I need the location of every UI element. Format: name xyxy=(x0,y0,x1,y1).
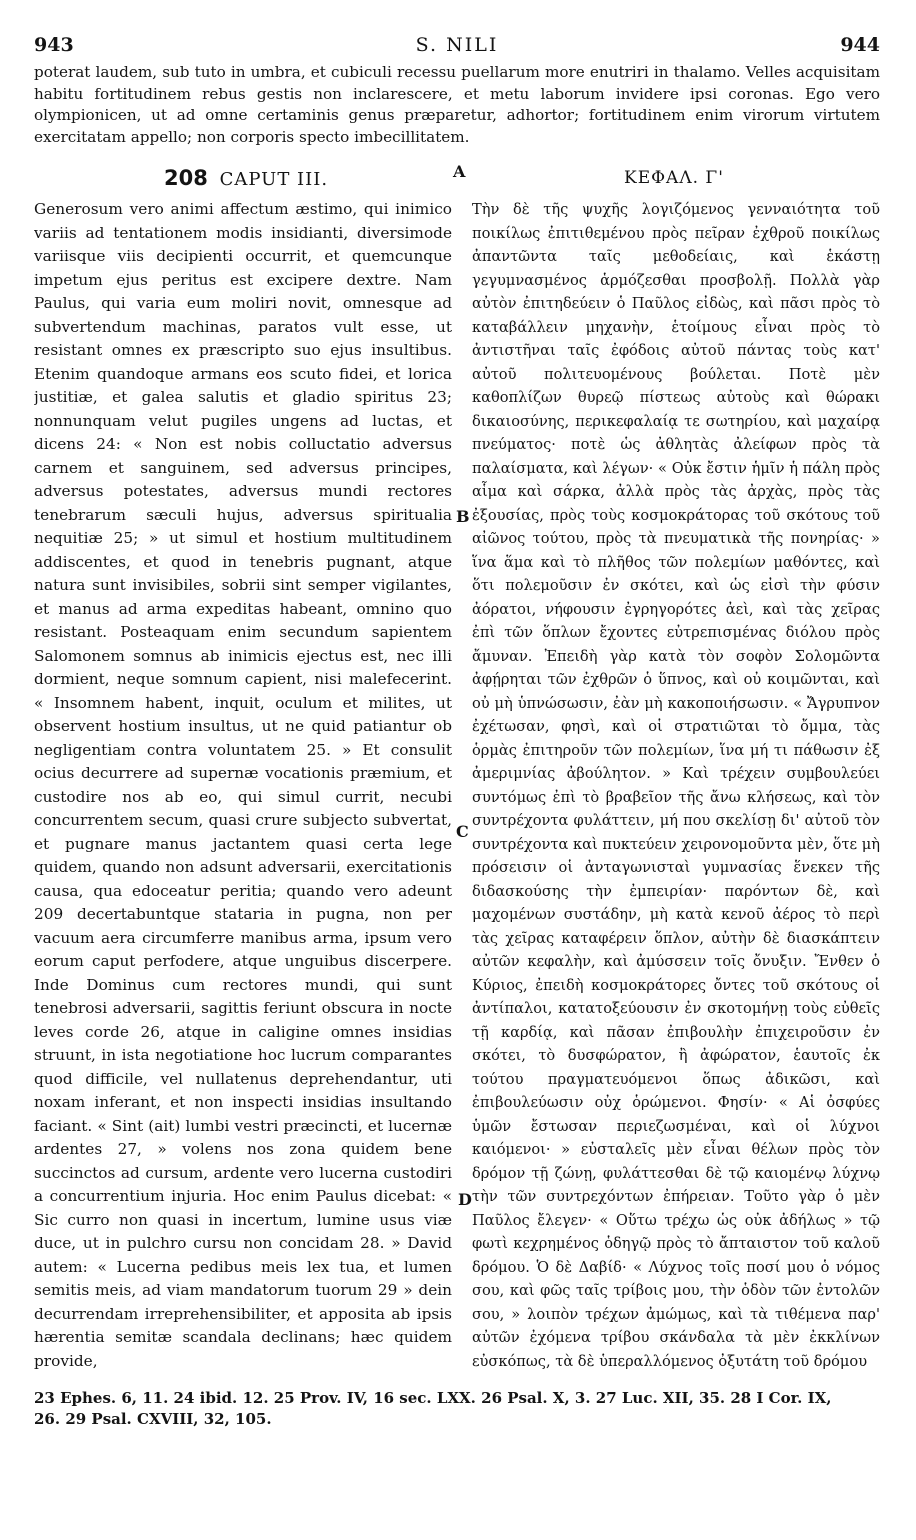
caput-label: CAPUT III. xyxy=(219,169,329,190)
footnote-line-1: 23 Ephes. 6, 11. 24 ibid. 12. 25 Prov. IV, 16 sec. LXX. 26 Psal. X, 3. 27 Luc. XII, 35. 28 I Cor. IX, xyxy=(34,1389,832,1407)
latin-column xyxy=(34,198,452,1373)
intro-text: poterat laudem, sub tuto in umbra, et cubiculi recessu puellarum more enutriri in thalamo. Velles acquisitam habitu fortitudinem rebus gestis non inclarescere, et metu laborum invidere ipsi coronas. Ego vero olympionicen, ut ad omne certaminis genus præparetur, adhortor; fortitudinem enim virorum virtutem exercitatam appello; non corporis specto imbecillitatem. xyxy=(34,63,880,147)
intro-paragraph xyxy=(34,62,880,149)
margin-letter-d: D xyxy=(458,1190,472,1209)
page-number-left: 943 xyxy=(34,34,74,56)
margin-letter-b: B xyxy=(456,507,470,526)
column-number: 208 xyxy=(164,166,208,190)
running-title: S. NILI xyxy=(415,34,499,56)
caput-heading xyxy=(164,166,328,190)
footnote-line-2: 26. 29 Psal. CXVIII, 32, 105. xyxy=(34,1410,272,1428)
page-header xyxy=(34,34,880,58)
latin-text: Generosum vero animi affectum æstimo, qui inimico variis ad tentationem modis insidianti, diversimode variisque viis decipienti occurrit, et quemcunque impetum ejus peritus est excipere dextre. Nam Paulus, qui varia eum moliri novit, omnesque ad subvertendum machinas, paratos vult esse, ut resistant omnes ex præscripto suo ejus insultibus. Etenim quandoque armans eos scuto fidei, et lorica justitiæ, et galea salutis et gladio spiritus 23; nonnunquam velut pugiles ungens ad luctas, et dicens 24: « Non est nobis colluctatio adversus carnem et sanguinem, sed adversus principes, adversus potestates, adversus mundi rectores tenebrarum sæculi hujus, adversus spiritualia nequitiæ 25; » ut simul et hostium multitudinem addiscentes, et quod in tenebris pugnant, atque natura sunt invisibiles, sobrii sint semper vigilantes, et manus ad arma expeditas habeant, omnino quo resistant. Posteaquam enim secundum sapientem Salomonem somnus ab inimicis ejectus est, nec illi dormient, neque somnum capient, nisi malefecerint. « Insomnem habent, inquit, oculum et milites, ut observent hostium insultus, ut ne quid patiantur ob negligentiam contra voluntatem 25. » Et consulit ocius decurrere ad supernæ vocationis præmium, et custodire nos ab eo, qui simul currit, necubi concurrentem secum, quasi crure subjecto subvertat, et pugnare manus jactantem quasi certa lege quidem, quando non adsunt adversarii, exercitationis causa, qua edoceatur peritia; quando vero adeunt 209 decertabuntque stataria in pugna, non per vacuum aera circumferre manibus arma, ipsum vero eorum caput perfodere, atque unguibus discerpere. Inde Dominus cum rectores mundi, qui sunt tenebrosi adversarii, sagittis feriunt obscura in nocte leves corde 26, atque in caligine omnes insidias struunt, in ista negotiatione hoc lucrum comparantes quod difficile, vel nullatenus deprehendantur, uti noxam inferant, et non inspecti insidias insultando faciant. « Sint (ait) lumbi vestri præcincti, et lucernæ ardentes 27, » volens nos zona quidem bene succinctos ad cursum, ardente vero lucerna custodiri a concurrentium injuria. Hoc enim Paulus dicebat: « Sic curro non quasi in incertum, lumine usus viæ duce, ut in pulchro cursu non concidam 28. » David autem: « Lucerna pedibus meis lex tua, et lumen semitis meis, ad viam mandatorum tuorum 29 » dein decurrendam irreprehensibiliter, et apposita ab ipsis hærentia semitæ scandala declinans; hæc quidem provide, xyxy=(34,200,452,1370)
greek-column xyxy=(472,198,880,1373)
greek-text: Τὴν δὲ τῆς ψυχῆς λογιζόμενος γενναιότητα τοῦ ποικίλως ἐπιτιθεμένου πρὸς πεῖραν ἐχθροῦ ποικίλως ἀπαντῶντα ταῖς μεθοδείαις, καὶ ἑκάστῃ γεγυμνασμένος ἁρμόζεσθαι προσβολῇ. Πολλὰ γὰρ αὐτὸν ἐπιτηδεύειν ὁ Παῦλος εἰδὼς, καὶ πᾶσι πρὸς τὸ καταβάλλειν μηχανὴν, ἑτοίμους εἶναι πρὸς τὸ ἀντιστῆναι ταῖς ἐφόδοις αὐτοῦ πάντας τοὺς κατ' αὐτοῦ πολιτευομένους βούλεται. Ποτὲ μὲν καθοπλίζων θυρεῷ πίστεως αὐτοὺς καὶ θώρακι δικαιοσύνης, περικεφαλαίᾳ τε σωτηρίου, καὶ μαχαίρᾳ πνεύματος· ποτὲ ὡς ἀθλητὰς ἀλείφων πρὸς τὰ παλαίσματα, καὶ λέγων· « Οὐκ ἔστιν ἡμῖν ἡ πάλη πρὸς αἷμα καὶ σάρκα, ἀλλὰ πρὸς τὰς ἀρχὰς, πρὸς τὰς ἐξουσίας, πρὸς τοὺς κοσμοκράτορας τοῦ σκότους τοῦ αἰῶνος τούτου, πρὸς τὰ πνευματικὰ τῆς πονηρίας· » ἵνα ἅμα καὶ τὸ πλῆθος τῶν πολεμίων μαθόντες, καὶ ὅτι πολεμοῦσιν ἐν σκότει, καὶ ὡς εἰσὶ τὴν φύσιν ἀόρατοι, νήφουσιν ἐγρηγορότες ἀεὶ, καὶ τὰς χεῖρας ἐπὶ τῶν ὅπλων ἔχοντες εὐτρεπισμένας διόλου πρὸς ἄμυναν. Ἐπειδὴ γὰρ κατὰ τὸν σοφὸν Σολομῶντα ἀφῄρηται τῶν ἐχθρῶν ὁ ὕπνος, καὶ οὐ κοιμῶνται, καὶ οὐ μὴ ὑπνώσωσιν, ἐὰν μὴ κακοποιήσωσιν. « Ἄγρυπνον ἐχέτωσαν, φησὶ, καὶ οἱ στρατιῶται τὸ ὄμμα, τὰς ὁρμὰς ἐπιτηροῦν τῶν πολεμίων, ἵνα μή τι πάθωσιν ἐξ ἀμεριμνίας ἀβούλητον. » Καὶ τρέχειν συμβουλεύει συντόμως ἐπὶ τὸ βραβεῖον τῆς ἄνω κλήσεως, καὶ τὸν συντρέχοντα φυλάττειν, μή που σκελίσῃ δι' αὐτοῦ τὸν συντρέχοντα καὶ πυκτεύειν χειρονομοῦντα μὲν, ὅτε μὴ πρόσεισιν οἱ ἀνταγωνισταὶ γυμνασίας ἕνεκεν τῆς διδασκούσης τὴν ἐμπειρίαν· παρόντων δὲ, καὶ μαχομένων συστάδην, μὴ κατὰ κενοῦ ἀέρος τὸ περὶ τὰς χεῖρας καταφέρειν ὅπλον, αὐτὴν δὲ διασκάπτειν αὐτῶν κεφαλὴν, καὶ ἀμύσσειν τοῖς ὄνυξιν. Ἔνθεν ὁ Κύριος, ἐπειδὴ κοσμοκράτορες ὄντες τοῦ σκότους οἱ ἀντίπαλοι, κατατοξεύουσιν ἐν σκοτομήνῃ τοὺς εὐθεῖς τῇ καρδίᾳ, καὶ πᾶσαν ἐπιβουλὴν ἐπιχειροῦσιν ἐν σκότει, τὸ δυσφώρατον, ἢ ἀφώρατον, ἑαυτοῖς ἐκ τούτου πραγματευόμενοι ὅπως ἀδικῶσι, καὶ ἐπιβουλεύωσιν οὐχ ὁρώμενοι. Φησίν· « Αἱ ὀσφύες ὑμῶν ἔστωσαν περιεζωσμέναι, καὶ οἱ λύχνοι καιόμενοι· » εὐσταλεῖς μὲν εἶναι θέλων πρὸς τὸν δρόμον τῇ ζώνῃ, φυλάττεσθαι δὲ τῷ καιομένῳ λύχνῳ τὴν τῶν συντρεχόντων ἐπήρειαν. Τοῦτο γὰρ ὁ μὲν Παῦλος ἔλεγεν· « Οὕτω τρέχω ὡς οὐκ ἀδήλως » τῷ φωτὶ κεχρημένος ὁδηγῷ πρὸς τὸ ἄπταιστον τοῦ καλοῦ δρόμου. Ὁ δὲ Δαβίδ· « Λύχνος τοῖς ποσί μου ὁ νόμος σου, καὶ φῶς ταῖς τρίβοις μου, τὴν ὁδὸν τῶν ἐντολῶν σου, » λοιπὸν τρέχων ἀμώμως, καὶ τὰ τιθέμενα παρ' αὐτῶν ἐχόμενα τρίβου σκάνδαλα τὰ μὲν ἐκκλίνων εὐσκόπως, τὰ δὲ ὑπεραλλόμενος ὀξυτάτη τοῦ δρόμου xyxy=(472,201,880,1370)
page-number-right: 944 xyxy=(840,34,880,56)
margin-letter-a: A xyxy=(453,162,466,181)
margin-letter-c: C xyxy=(456,822,469,841)
footnotes xyxy=(34,1388,880,1430)
kephala-heading: ΚΕΦΑΛ. Γ' xyxy=(624,168,724,188)
